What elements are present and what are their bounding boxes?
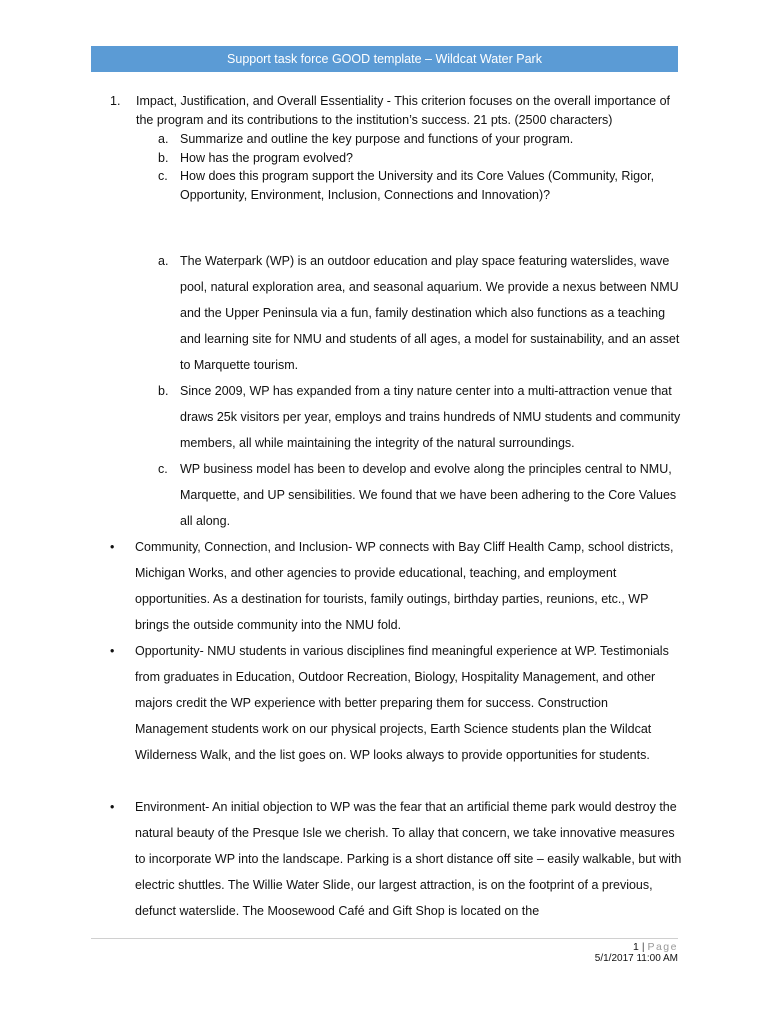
sub-question-text: How does this program support the University and its Core Values (Community, Rigor, Opportunity, Environment, Inclusion, Connections and Innovation)? [180, 169, 655, 202]
document-header [91, 46, 678, 72]
sub-question-text: How has the program evolved? [180, 150, 354, 165]
footer-page-number [633, 941, 678, 953]
answer-letter: a. [158, 254, 169, 268]
bullet-text: Opportunity- NMU students in various disciplines find meaningful experience at WP. Testimonials from graduates in Education, Outdoor Recreation, Biology, Hospitality Management, and other majors credit the WP experience with better preparing them for success. Construction Management students work on our physical projects, Earth Science students plan the Wildcat Wilderness Walk, and the list goes on. WP looks always to provide opportunities for students. [135, 644, 669, 762]
bullet-text: Environment- An initial objection to WP was the fear that an artificial theme park would destroy the natural beauty of the Presque Isle we cherish. To allay that concern, we take innovative measures to incorporate WP into the landscape. Parking is a short distance off site – easily walkable, but with electric shuttles. The Willie Water Slide, our largest attraction, is on the footprint of a previous, defunct waterslide. The Moosewood Café and Gift Shop is located on the [135, 800, 682, 918]
bullet-symbol: • [110, 540, 115, 554]
bullet-symbol: • [110, 800, 115, 814]
sub-question-text: Summarize and outline the key purpose and functions of your program. [180, 132, 574, 146]
answer-letter: b. [158, 384, 169, 398]
answer-text: The Waterpark (WP) is an outdoor education and play space featuring waterslides, wave pool, natural exploration area, and seasonal aquarium. We provide a nexus between NMU and the Upper Peninsula via a fun, family destination which also functions as a teaching and learning site for NMU and students of all ages, a model for sustainability, and an asset to Marquette tourism. [180, 254, 680, 372]
answer-text: WP business model has been to develop and evolve along the principles central to NMU, Marquette, and UP sensibilities. We found that we have been adhering to the Core Values all along. [180, 462, 677, 528]
question-text: Impact, Justification, and Overall Essentiality - This criterion focuses on the overall importance of the program and its contributions to the institution’s success. 21 pts. (2500 characters) [136, 94, 671, 127]
sub-question-letter: c. [158, 169, 168, 183]
sub-question-letter: a. [158, 132, 169, 146]
footer-date: 5/1/2017 11:00 AM [594, 953, 678, 964]
bullet-symbol: • [110, 644, 115, 658]
answer-text: Since 2009, WP has expanded from a tiny nature center into a multi-attraction venue that draws 25k visitors per year, employs and trains hundreds of NMU students and community members, all while maintaining the integrity of the natural surroundings. [180, 384, 681, 450]
answer-letter: c. [158, 462, 168, 476]
page-separator: | [641, 941, 645, 953]
footer-divider [91, 938, 678, 939]
question-number: 1. [110, 94, 121, 108]
header-title: Support task force GOOD template – Wildcat Water Park [227, 52, 542, 66]
sub-question-letter: b. [158, 150, 169, 165]
page-number: 1 [633, 941, 639, 953]
page-label: Page [647, 941, 678, 953]
bullet-text: Community, Connection, and Inclusion- WP connects with Bay Cliff Health Camp, school districts, Michigan Works, and other agencies to provide educational, teaching, and employment opportunities. As a destination for tourists, family outings, birthday parties, reunions, etc., WP brings the outside community into the NMU fold. [135, 540, 674, 632]
